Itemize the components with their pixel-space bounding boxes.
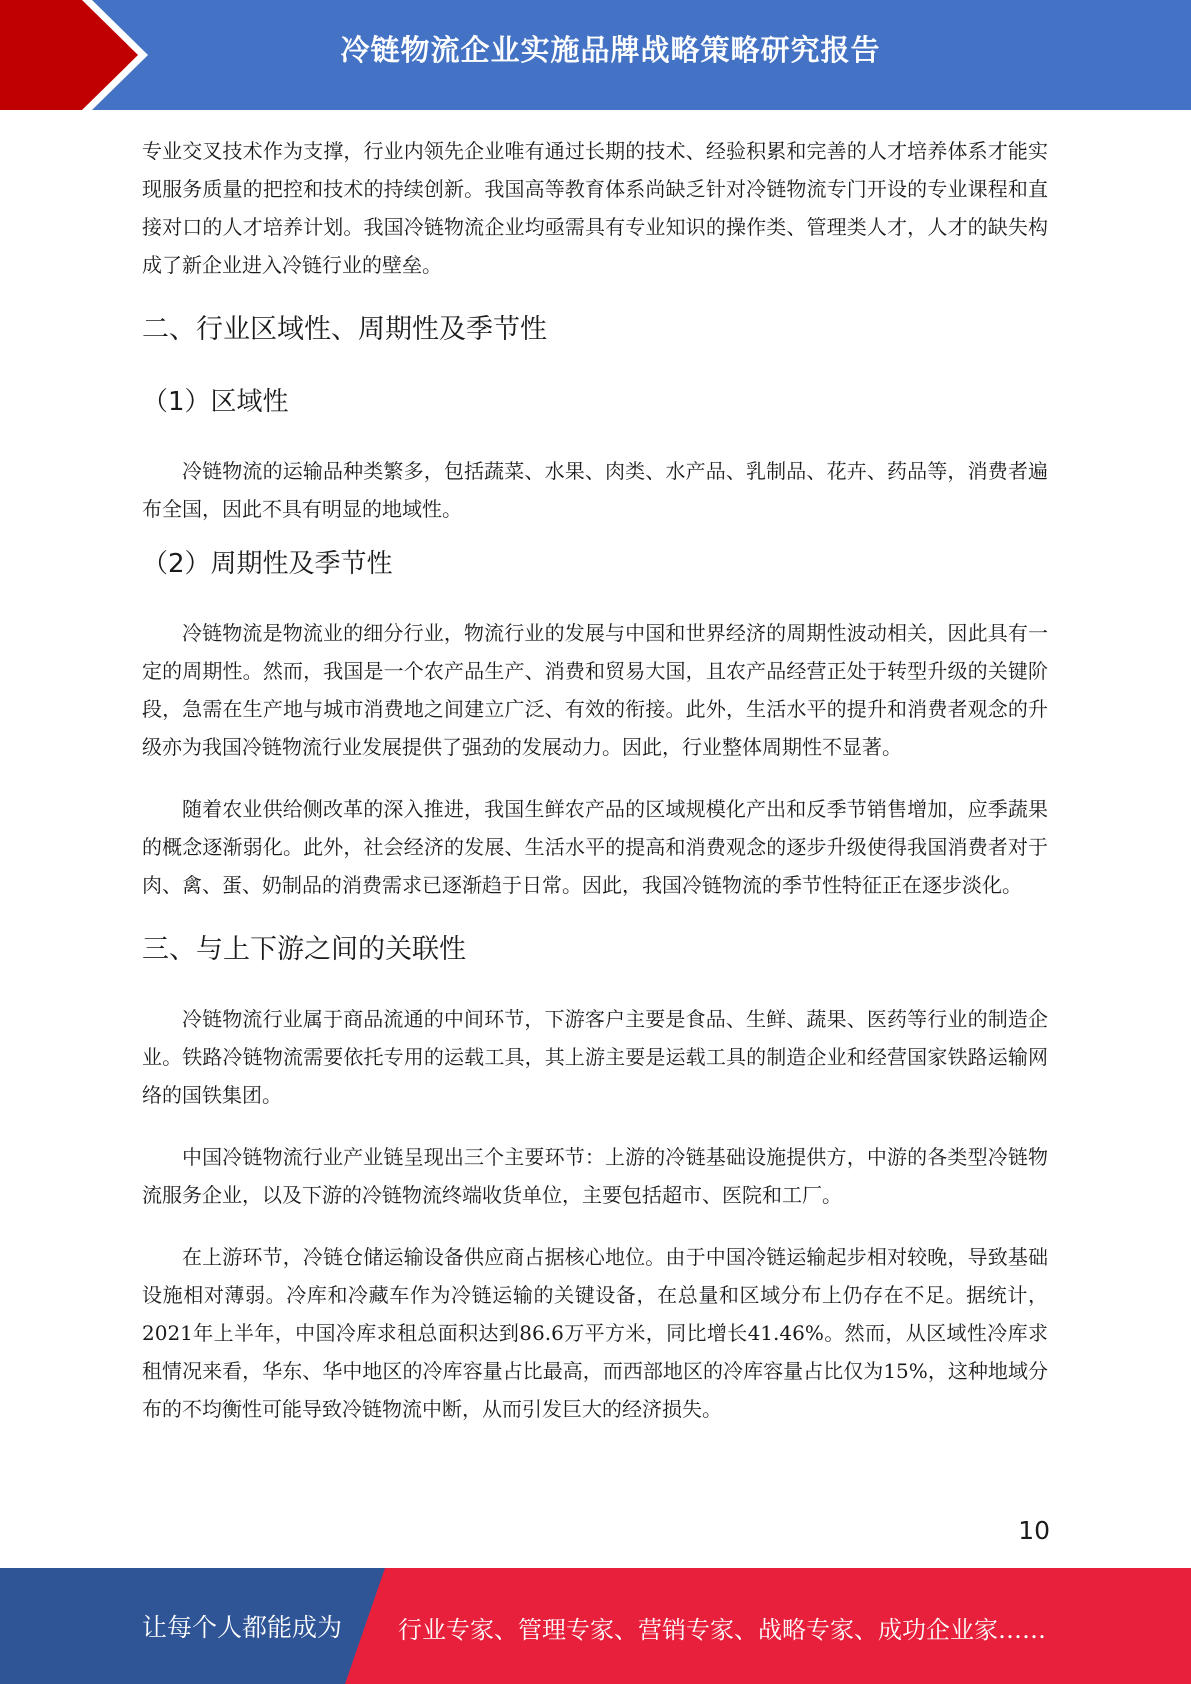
- report-title: 冷链物流企业实施品牌战略策略研究报告: [340, 33, 881, 67]
- upstream-downstream-paragraph-2: 中国冷链物流行业产业链呈现出三个主要环节：上游的冷链基础设施提供方，中游的各类型冷链物流服务企业，以及下游的冷链物流终端收货单位，主要包括超市、医院和工厂。: [142, 1145, 1048, 1207]
- upstream-downstream-paragraph-3: 在上游环节，冷链仓储运输设备供应商占据核心地位。由于中国冷链运输起步相对较晚，导致基础设施相对薄弱。冷库和冷藏车作为冷链运输的关键设备，在总量和区域分布上仍存在不足。据统计，2021年上半年，中国冷库求租总面积达到86.6万平方米，同比增长41.46%。然而，从区域性冷库求租情况来看，华东、华中地区的冷库容量占比最高，而西部地区的冷库容量占比仅为15%，这种地域分布的不均衡性可能导致冷链物流中断，从而引发巨大的经济损失。: [142, 1245, 1048, 1421]
- cyclical-paragraph-1: 冷链物流是物流业的细分行业，物流行业的发展与中国和世界经济的周期性波动相关，因此具有一定的周期性。然而，我国是一个农产品生产、消费和贸易大国，且农产品经营正处于转型升级的关键阶段，急需在生产地与城市消费地之间建立广泛、有效的衔接。此外，生活水平的提升和消费者观念的升级亦为我国冷链物流行业发展提供了强劲的发展动力。因此，行业整体周期性不显著。: [142, 621, 1048, 759]
- document-body: [142, 132, 1048, 1428]
- page-header: [0, 0, 1191, 110]
- footer-slogan-left: 让每个人都能成为: [142, 1613, 343, 1642]
- footer-slogan-right: 行业专家、管理专家、营销专家、战略专家、成功企业家……: [398, 1616, 1046, 1644]
- cyclical-paragraph-2: 随着农业供给侧改革的深入推进，我国生鲜农产品的区域规模化产出和反季节销售增加，应季蔬果的概念逐渐弱化。此外，社会经济的发展、生活水平的提高和消费观念的逐步升级使得我国消费者对于肉、禽、蛋、奶制品的消费需求已逐渐趋于日常。因此，我国冷链物流的季节性特征正在逐步淡化。: [142, 797, 1048, 897]
- upstream-downstream-paragraph-1: 冷链物流行业属于商品流通的中间环节，下游客户主要是食品、生鲜、蔬果、医药等行业的制造企业。铁路冷链物流需要依托专用的运载工具，其上游主要是运载工具的制造企业和经营国家铁路运输网络的国铁集团。: [142, 1007, 1048, 1107]
- subsection-heading-cyclical: （2）周期性及季节性: [142, 549, 393, 579]
- section-heading-3: 三、与上下游之间的关联性: [142, 934, 466, 965]
- page-number: 10: [1018, 1516, 1050, 1545]
- section-heading-2: 二、行业区域性、周期性及季节性: [142, 314, 547, 345]
- subsection-heading-regional: （1）区域性: [142, 387, 289, 417]
- page-footer: [0, 1568, 1191, 1684]
- intro-paragraph: 专业交叉技术作为支撑，行业内领先企业唯有通过长期的技术、经验积累和完善的人才培养体系才能实现服务质量的把控和技术的持续创新。我国高等教育体系尚缺乏针对冷链物流专门开设的专业课程和直接对口的人才培养计划。我国冷链物流企业均亟需具有专业知识的操作类、管理类人才，人才的缺失构成了新企业进入冷链行业的壁垒。: [142, 139, 1048, 277]
- regional-paragraph: 冷链物流的运输品种类繁多，包括蔬菜、水果、肉类、水产品、乳制品、花卉、药品等，消费者遍布全国，因此不具有明显的地域性。: [142, 459, 1048, 521]
